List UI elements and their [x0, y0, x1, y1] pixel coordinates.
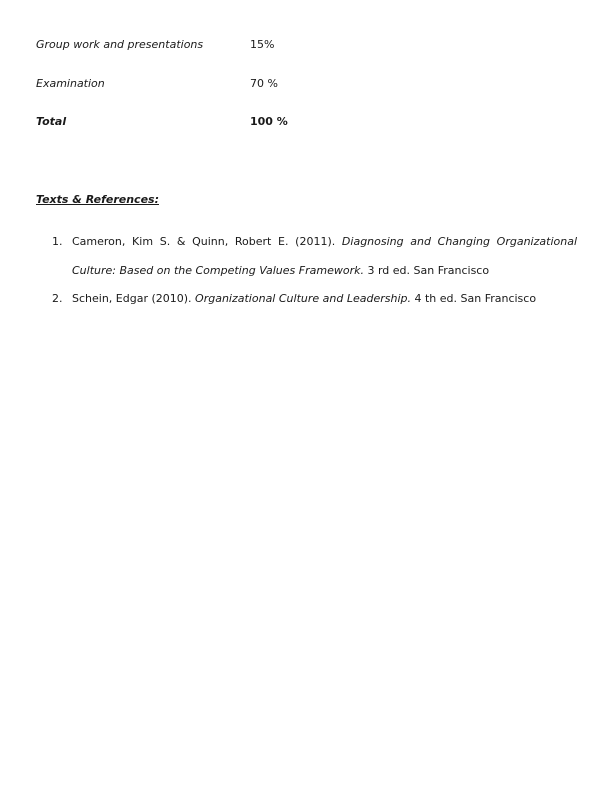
reference-details: 3 rd ed. San Francisco [367, 263, 490, 277]
reference-authors: Schein, Edgar (2010). [72, 292, 192, 305]
reference-item [36, 285, 577, 314]
grade-value: 70 % [250, 77, 278, 90]
reference-number: 2. [52, 292, 63, 305]
reference-list [36, 228, 577, 314]
grade-row-examination [36, 75, 576, 93]
reference-title: Organizational Culture and Leadership. [195, 292, 411, 305]
reference-authors: Cameron, Kim S. & Quinn, Robert E. (2011). [72, 235, 336, 248]
grade-row-group-work [36, 36, 576, 54]
grade-row-total [36, 113, 576, 131]
grade-value: 100 % [250, 115, 288, 128]
grade-label: Group work and presentations [36, 38, 204, 51]
reference-details: 4 th ed. San Francisco [414, 292, 537, 305]
reference-title: Diagnosing and Changing Organizational Culture: Based on the Competing Values Framework. [72, 235, 577, 277]
grade-value: 15% [250, 38, 275, 51]
reference-item [36, 228, 577, 285]
references-heading: Texts & References: [36, 193, 159, 206]
grade-label: Examination [36, 77, 105, 90]
grade-label: Total [36, 115, 67, 128]
reference-number: 1. [52, 235, 63, 248]
